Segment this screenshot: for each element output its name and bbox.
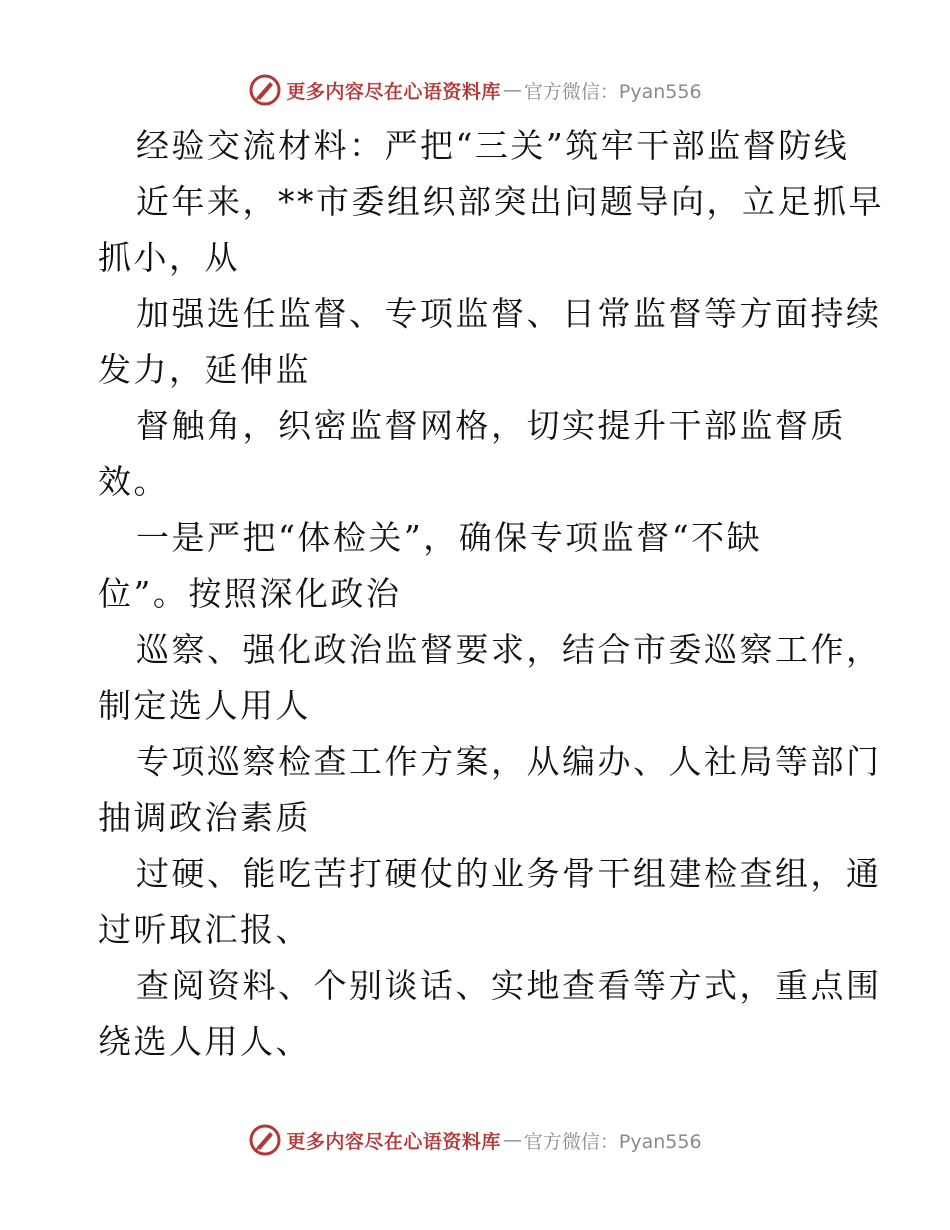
watermark-separator: — — [502, 1129, 522, 1151]
document-body — [98, 118, 884, 1070]
brand-logo-icon — [248, 1123, 282, 1157]
text-line: 近年来，**市委组织部突出问题导向，立足抓早 — [136, 182, 884, 221]
document-title: 经验交流材料：严把“三关”筑牢干部监督防线 — [136, 126, 850, 165]
watermark-banner-top — [0, 70, 950, 110]
watermark-official-text: 官方微信：Pyan556 — [523, 1130, 702, 1153]
text-line: 发力，延伸监 — [98, 350, 311, 389]
text-line: 位”。按照深化政治 — [98, 574, 402, 613]
brand-logo-icon — [248, 73, 282, 107]
text-line: 过听取汇报、 — [98, 910, 311, 949]
watermark-brand-text: 更多内容尽在心语资料库 — [286, 80, 501, 103]
watermark-banner-bottom — [0, 1120, 950, 1160]
text-line: 抓小，从 — [98, 238, 240, 277]
text-line: 过硬、能吃苦打硬仗的业务骨干组建检查组，通 — [136, 854, 882, 893]
text-line: 抽调政治素质 — [98, 798, 311, 837]
text-line: 制定选人用人 — [98, 686, 311, 725]
text-line: 专项巡察检查工作方案，从编办、人社局等部门 — [136, 742, 882, 781]
text-line: 督触角，织密监督网格，切实提升干部监督质 — [136, 406, 846, 445]
watermark-separator: — — [502, 79, 522, 101]
text-line: 绕选人用人、 — [98, 1022, 311, 1061]
text-line: 查阅资料、个别谈话、实地查看等方式，重点围 — [136, 966, 882, 1005]
watermark-brand-text: 更多内容尽在心语资料库 — [286, 1130, 501, 1153]
text-line: 效。 — [98, 462, 169, 501]
paragraph-lines — [98, 174, 884, 1070]
text-line: 巡察、强化政治监督要求，结合市委巡察工作， — [136, 630, 882, 669]
watermark-official-text: 官方微信：Pyan556 — [523, 80, 702, 103]
text-line: 加强选任监督、专项监督、日常监督等方面持续 — [136, 294, 882, 333]
text-line: 一是严把“体检关”，确保专项监督“不缺 — [136, 518, 763, 557]
